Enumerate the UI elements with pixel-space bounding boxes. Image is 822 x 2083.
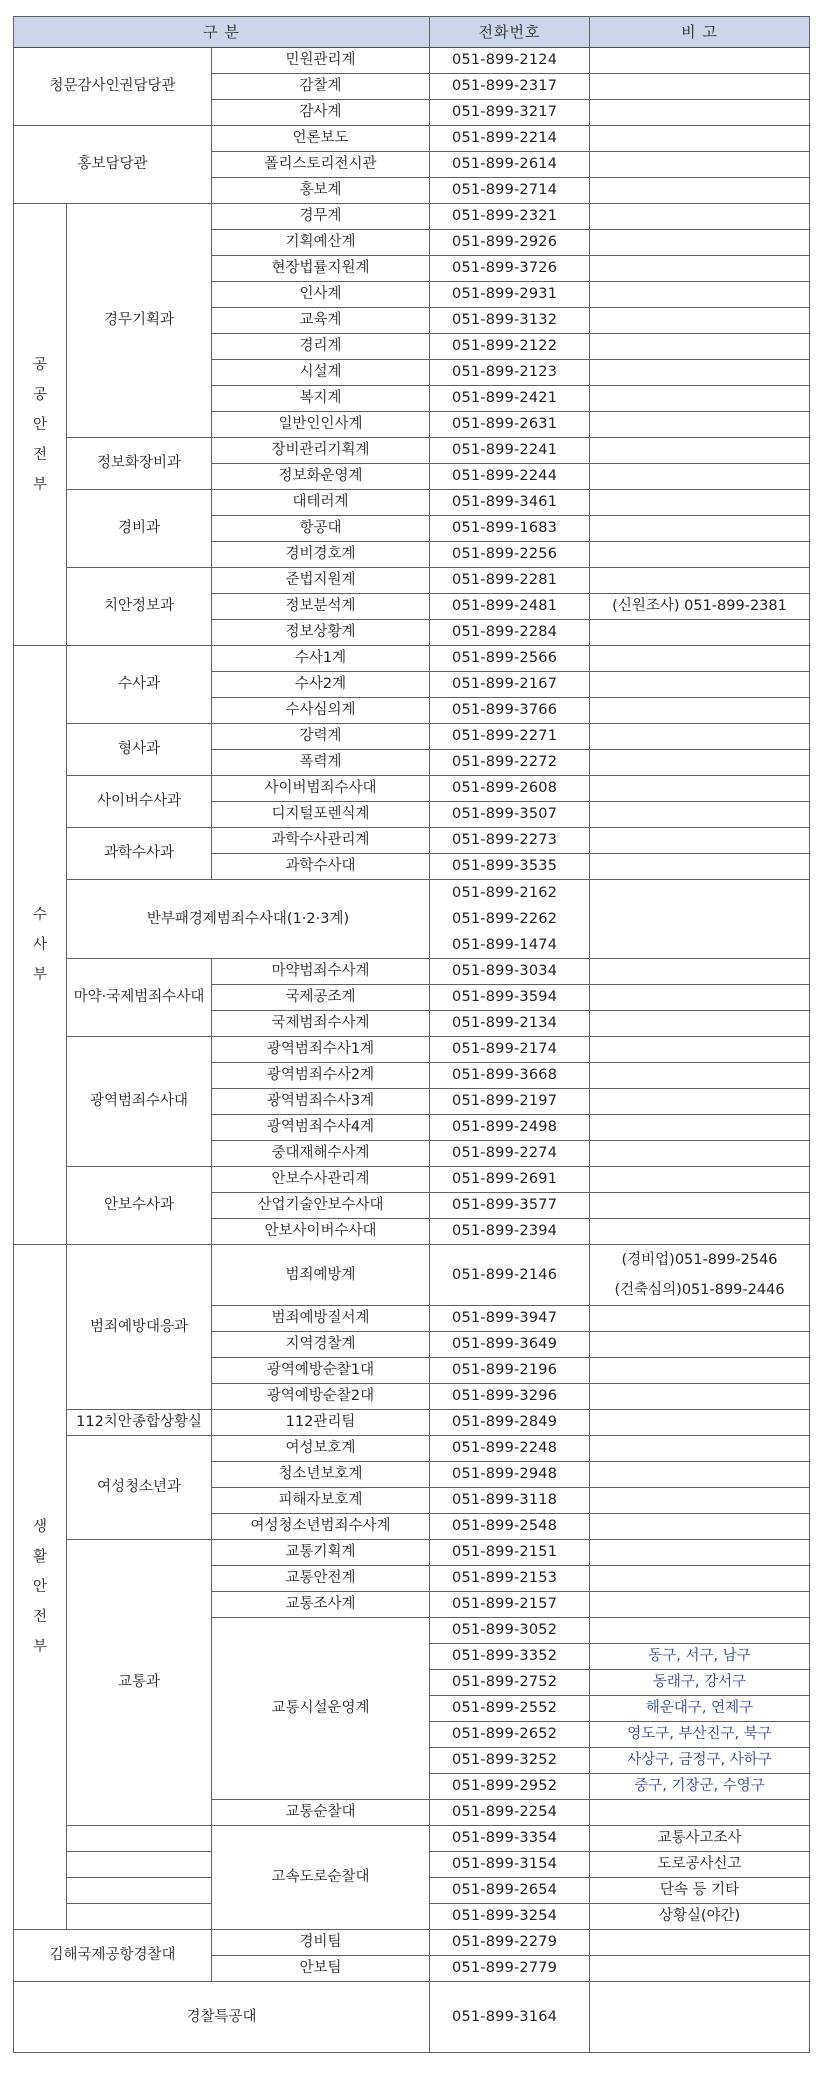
team-name: 광역범죄수사4계 (212, 1115, 430, 1141)
phone-number: 051-899-3726 (430, 256, 590, 282)
team-name: 광역범죄수사1계 (212, 1037, 430, 1063)
team-name: 국제범죄수사계 (212, 1011, 430, 1037)
team-name: 마약범죄수사계 (212, 959, 430, 985)
phone-number: 051-899-3132 (430, 308, 590, 334)
team-name: 시설계 (212, 360, 430, 386)
phone-number: 051-899-3577 (430, 1193, 590, 1219)
phone-number: 051-899-2849 (430, 1410, 590, 1436)
note-cell (590, 724, 810, 750)
team-name: 수사1계 (212, 646, 430, 672)
note-line: (경비업)051-899-2546 (621, 1252, 778, 1268)
table-row (14, 776, 810, 802)
team-name: 광역범죄수사3계 (212, 1089, 430, 1115)
table-row (14, 490, 810, 516)
table-row (14, 1930, 810, 1956)
phone-number: 051-899-2481 (430, 594, 590, 620)
division-label (14, 1245, 67, 1930)
phone-number: 051-899-2691 (430, 1167, 590, 1193)
division-label-char: 공 (32, 356, 47, 373)
table-row (14, 48, 810, 74)
phone-number: 051-899-2552 (430, 1696, 590, 1722)
note-cell (590, 568, 810, 594)
note-cell (590, 1358, 810, 1384)
note-cell (590, 1332, 810, 1358)
note-cell (590, 620, 810, 646)
department-name: 교통과 (67, 1540, 212, 1826)
table-row (14, 438, 810, 464)
phone-number: 051-899-2952 (430, 1774, 590, 1800)
phone-number: 051-899-3254 (430, 1904, 590, 1930)
division-label-char: 안 (32, 1579, 47, 1595)
team-name: 경비팀 (212, 1930, 430, 1956)
note-cell (590, 1488, 810, 1514)
team-name: 피해자보호계 (212, 1488, 430, 1514)
phone-number: 051-899-2214 (430, 126, 590, 152)
table-row (14, 126, 810, 152)
phone-number: 051-899-2284 (430, 620, 590, 646)
note-cell (590, 1930, 810, 1956)
table-row (14, 1245, 810, 1306)
phone-number: 051-899-2273 (430, 828, 590, 854)
team-name: 산업기술안보수사대 (212, 1193, 430, 1219)
department-name: 형사과 (67, 724, 212, 776)
department-name: 반부패경제범죄수사대(1·2·3계) (67, 880, 430, 959)
phone-number: 051-899-3118 (430, 1488, 590, 1514)
phone-number: 051-899-3766 (430, 698, 590, 724)
team-name: 복지계 (212, 386, 430, 412)
team-name: 청소년보호계 (212, 1462, 430, 1488)
phone-number: 051-899-2162 (452, 885, 558, 901)
team-name: 대테러계 (212, 490, 430, 516)
note-cell (590, 126, 810, 152)
phone-directory-table (13, 16, 810, 2053)
phone-number: 051-899-2566 (430, 646, 590, 672)
phone-number: 051-899-2241 (430, 438, 590, 464)
note-cell (590, 1193, 810, 1219)
division-label-char: 수 (32, 907, 47, 923)
note-cell (590, 1063, 810, 1089)
note-cell (590, 854, 810, 880)
note-cell: (신원조사) 051-899-2381 (590, 594, 810, 620)
team-name: 국제공조계 (212, 985, 430, 1011)
team-name: 경무계 (212, 204, 430, 230)
note-cell (590, 1306, 810, 1332)
team-name: 광역범죄수사2계 (212, 1063, 430, 1089)
note-cell (590, 360, 810, 386)
note-cell (590, 308, 810, 334)
department-name: 과학수사과 (67, 828, 212, 880)
note-cell (590, 1115, 810, 1141)
division-label-char: 안 (32, 416, 47, 433)
phone-number: 051-899-2197 (430, 1089, 590, 1115)
note-cell (590, 1089, 810, 1115)
phone-number: 051-899-1683 (430, 516, 590, 542)
department-name: 마약·국제범죄수사대 (67, 959, 212, 1037)
department-name: 112치안종합상황실 (67, 1410, 212, 1436)
note-cell (590, 698, 810, 724)
phone-number: 051-899-3594 (430, 985, 590, 1011)
team-name: 일반인인사계 (212, 412, 430, 438)
phone-number: 051-899-2279 (430, 1930, 590, 1956)
team-name: 과학수사관리계 (212, 828, 430, 854)
team-name: 지역경찰계 (212, 1332, 430, 1358)
phone-number: 051-899-2157 (430, 1592, 590, 1618)
note-cell (590, 1245, 810, 1306)
phone-number: 051-899-2256 (430, 542, 590, 568)
note-cell (590, 1566, 810, 1592)
team-name: 폭력계 (212, 750, 430, 776)
phone-number: 051-899-3052 (430, 1618, 590, 1644)
note-cell (590, 1037, 810, 1063)
team-name: 인사계 (212, 282, 430, 308)
team-name: 폴리스토리전시관 (212, 152, 430, 178)
note-cell (590, 1462, 810, 1488)
division-label-char: 활 (32, 1549, 47, 1565)
note-cell (590, 438, 810, 464)
division-label-char: 공 (32, 386, 47, 403)
note-cell (590, 74, 810, 100)
team-name: 항공대 (212, 516, 430, 542)
department-name: 치안정보과 (67, 568, 212, 646)
phone-number: 051-899-2134 (430, 1011, 590, 1037)
team-name: 여성청소년범죄수사계 (212, 1514, 430, 1540)
team-name: 중대재해수사계 (212, 1141, 430, 1167)
phone-number: 051-899-2123 (430, 360, 590, 386)
note-cell (590, 542, 810, 568)
phone-number: 051-899-3947 (430, 1306, 590, 1332)
table-row (14, 1982, 810, 2053)
team-name: 교육계 (212, 308, 430, 334)
team-name: 경비경호계 (212, 542, 430, 568)
department-name: 사이버수사과 (67, 776, 212, 828)
phone-number: 051-899-2153 (430, 1566, 590, 1592)
table-row (14, 568, 810, 594)
team-name: 정보화운영계 (212, 464, 430, 490)
phone-number: 051-899-3252 (430, 1748, 590, 1774)
directory-body (14, 17, 810, 2053)
empty-cell (67, 1878, 212, 1904)
note-cell (590, 1011, 810, 1037)
note-cell (590, 1540, 810, 1566)
note-cell (590, 1436, 810, 1462)
note-cell (590, 152, 810, 178)
team-name: 언론보도 (212, 126, 430, 152)
team-name: 여성보호계 (212, 1436, 430, 1462)
note-cell: 동래구, 강서구 (590, 1670, 810, 1696)
note-cell (590, 334, 810, 360)
phone-number: 051-899-2262 (452, 911, 558, 927)
directory-container (13, 16, 810, 2053)
phone-number: 051-899-2151 (430, 1540, 590, 1566)
phone-number: 051-899-2281 (430, 568, 590, 594)
note-cell (590, 1219, 810, 1245)
phone-number: 051-899-3354 (430, 1826, 590, 1852)
team-name: 경리계 (212, 334, 430, 360)
phone-number: 051-899-3217 (430, 100, 590, 126)
empty-cell (67, 1852, 212, 1878)
team-name: 고속도로순찰대 (212, 1826, 430, 1930)
table-row (14, 828, 810, 854)
division-label (14, 204, 67, 646)
note-cell (590, 1514, 810, 1540)
phone-number: 051-899-2948 (430, 1462, 590, 1488)
team-name: 정보상황계 (212, 620, 430, 646)
phone-number: 051-899-2654 (430, 1878, 590, 1904)
department-name: 경비과 (67, 490, 212, 568)
department-name: 여성청소년과 (67, 1436, 212, 1540)
table-row (14, 204, 810, 230)
team-name: 강력계 (212, 724, 430, 750)
team-name: 수사2계 (212, 672, 430, 698)
note-cell (590, 1592, 810, 1618)
team-name: 현장법률지원계 (212, 256, 430, 282)
team-name: 홍보계 (212, 178, 430, 204)
table-row (14, 1540, 810, 1566)
phone-number: 051-899-3034 (430, 959, 590, 985)
header-category: 구 분 (14, 17, 430, 48)
phone-number: 051-899-3296 (430, 1384, 590, 1410)
team-name: 광역예방순찰1대 (212, 1358, 430, 1384)
office-label: 홍보담당관 (14, 126, 212, 204)
team-name: 수사심의계 (212, 698, 430, 724)
phone-number: 051-899-2779 (430, 1956, 590, 1982)
office-label: 김해국제공항경찰대 (14, 1930, 212, 1982)
phone-number: 051-899-3461 (430, 490, 590, 516)
phone-number: 051-899-2248 (430, 1436, 590, 1462)
department-name: 정보화장비과 (67, 438, 212, 490)
table-row (14, 959, 810, 985)
note-cell (590, 776, 810, 802)
note-cell: 도로공사신고 (590, 1852, 810, 1878)
phone-number: 051-899-2271 (430, 724, 590, 750)
note-cell: 동구, 서구, 남구 (590, 1644, 810, 1670)
table-row (14, 1410, 810, 1436)
note-cell: 사상구, 금정구, 사하구 (590, 1748, 810, 1774)
phone-number-group (430, 880, 590, 959)
team-name: 감사계 (212, 100, 430, 126)
team-name: 디지털포렌식계 (212, 802, 430, 828)
team-name: 기획예산계 (212, 230, 430, 256)
phone-number: 051-899-2926 (430, 230, 590, 256)
phone-number: 051-899-2244 (430, 464, 590, 490)
note-cell (590, 1167, 810, 1193)
phone-number: 051-899-3649 (430, 1332, 590, 1358)
phone-number: 051-899-2321 (430, 204, 590, 230)
note-cell (590, 828, 810, 854)
team-name: 교통안전계 (212, 1566, 430, 1592)
phone-number: 051-899-3507 (430, 802, 590, 828)
note-cell (590, 100, 810, 126)
team-name: 정보분석계 (212, 594, 430, 620)
phone-number: 051-899-2394 (430, 1219, 590, 1245)
header-note: 비 고 (590, 17, 810, 48)
note-cell (590, 1956, 810, 1982)
empty-cell (67, 1826, 212, 1852)
note-cell (590, 1618, 810, 1644)
phone-number: 051-899-2652 (430, 1722, 590, 1748)
note-cell: 단속 등 기타 (590, 1878, 810, 1904)
team-name: 112관리팀 (212, 1410, 430, 1436)
team-name: 감찰계 (212, 74, 430, 100)
table-row (14, 1037, 810, 1063)
phone-number: 051-899-2174 (430, 1037, 590, 1063)
division-label-char: 부 (32, 476, 47, 493)
team-name: 안보팀 (212, 1956, 430, 1982)
phone-number: 051-899-2631 (430, 412, 590, 438)
office-label: 청문감사인권담당관 (14, 48, 212, 126)
table-row (14, 646, 810, 672)
department-name: 안보수사과 (67, 1167, 212, 1245)
phone-number: 051-899-2122 (430, 334, 590, 360)
team-name: 교통기획계 (212, 1540, 430, 1566)
note-cell (590, 1800, 810, 1826)
table-row (14, 880, 810, 959)
team-name: 민원관리계 (212, 48, 430, 74)
note-cell (590, 1141, 810, 1167)
phone-number: 051-899-1474 (452, 937, 558, 953)
team-name: 안보수사관리계 (212, 1167, 430, 1193)
note-cell (590, 178, 810, 204)
division-label-char: 전 (32, 446, 47, 463)
table-row (14, 1436, 810, 1462)
note-cell (590, 490, 810, 516)
team-name: 사이버범죄수사대 (212, 776, 430, 802)
note-cell (590, 880, 810, 959)
department-name: 범죄예방대응과 (67, 1245, 212, 1410)
note-cell: 해운대구, 연제구 (590, 1696, 810, 1722)
team-name: 준법지원계 (212, 568, 430, 594)
team-name: 안보사이버수사대 (212, 1219, 430, 1245)
table-row (14, 1167, 810, 1193)
division-label-char: 부 (32, 967, 47, 983)
phone-number: 051-899-3164 (430, 1982, 590, 2053)
office-label: 경찰특공대 (14, 1982, 430, 2053)
department-name: 광역범죄수사대 (67, 1037, 212, 1167)
phone-number: 051-899-2752 (430, 1670, 590, 1696)
division-label-char: 전 (32, 1609, 47, 1625)
note-cell (590, 1384, 810, 1410)
team-name: 광역예방순찰2대 (212, 1384, 430, 1410)
phone-number: 051-899-2274 (430, 1141, 590, 1167)
note-cell (590, 516, 810, 542)
division-label (14, 646, 67, 1245)
team-name: 장비관리기획계 (212, 438, 430, 464)
phone-number: 051-899-2548 (430, 1514, 590, 1540)
team-name: 범죄예방계 (212, 1245, 430, 1306)
phone-number: 051-899-2931 (430, 282, 590, 308)
phone-number: 051-899-2146 (430, 1245, 590, 1306)
note-line: (건축심의)051-899-2446 (614, 1282, 785, 1298)
team-name: 교통순찰대 (212, 1800, 430, 1826)
note-cell (590, 672, 810, 698)
note-cell (590, 959, 810, 985)
division-label-char: 생 (32, 1519, 47, 1535)
note-cell: 영도구, 부산진구, 북구 (590, 1722, 810, 1748)
phone-number: 051-899-2196 (430, 1358, 590, 1384)
note-cell (590, 985, 810, 1011)
phone-number: 051-899-3352 (430, 1644, 590, 1670)
phone-number: 051-899-2317 (430, 74, 590, 100)
note-cell (590, 646, 810, 672)
note-cell: 중구, 기장군, 수영구 (590, 1774, 810, 1800)
phone-number: 051-899-2272 (430, 750, 590, 776)
team-name: 범죄예방질서계 (212, 1306, 430, 1332)
note-cell (590, 412, 810, 438)
note-cell (590, 230, 810, 256)
department-name: 수사과 (67, 646, 212, 724)
note-cell (590, 1410, 810, 1436)
phone-number: 051-899-2614 (430, 152, 590, 178)
phone-number: 051-899-2124 (430, 48, 590, 74)
team-name: 교통조사계 (212, 1592, 430, 1618)
table-row (14, 724, 810, 750)
phone-number: 051-899-2714 (430, 178, 590, 204)
note-cell (590, 802, 810, 828)
division-label-char: 부 (32, 1639, 47, 1655)
note-cell (590, 750, 810, 776)
note-cell (590, 464, 810, 490)
phone-number: 051-899-3535 (430, 854, 590, 880)
note-cell (590, 282, 810, 308)
phone-number: 051-899-3154 (430, 1852, 590, 1878)
header-row (14, 17, 810, 48)
department-name: 경무기획과 (67, 204, 212, 438)
note-cell: 교통사고조사 (590, 1826, 810, 1852)
team-name: 과학수사대 (212, 854, 430, 880)
phone-number: 051-899-3668 (430, 1063, 590, 1089)
note-cell (590, 256, 810, 282)
phone-number: 051-899-2254 (430, 1800, 590, 1826)
phone-number: 051-899-2608 (430, 776, 590, 802)
phone-number: 051-899-2421 (430, 386, 590, 412)
note-cell (590, 386, 810, 412)
note-cell (590, 48, 810, 74)
phone-number: 051-899-2498 (430, 1115, 590, 1141)
empty-cell (67, 1904, 212, 1930)
note-cell (590, 1982, 810, 2053)
table-row (14, 1826, 810, 1852)
header-phone: 전화번호 (430, 17, 590, 48)
phone-number: 051-899-2167 (430, 672, 590, 698)
note-cell (590, 204, 810, 230)
division-label-char: 사 (32, 937, 47, 953)
note-cell: 상황실(야간) (590, 1904, 810, 1930)
team-name: 교통시설운영계 (212, 1618, 430, 1800)
